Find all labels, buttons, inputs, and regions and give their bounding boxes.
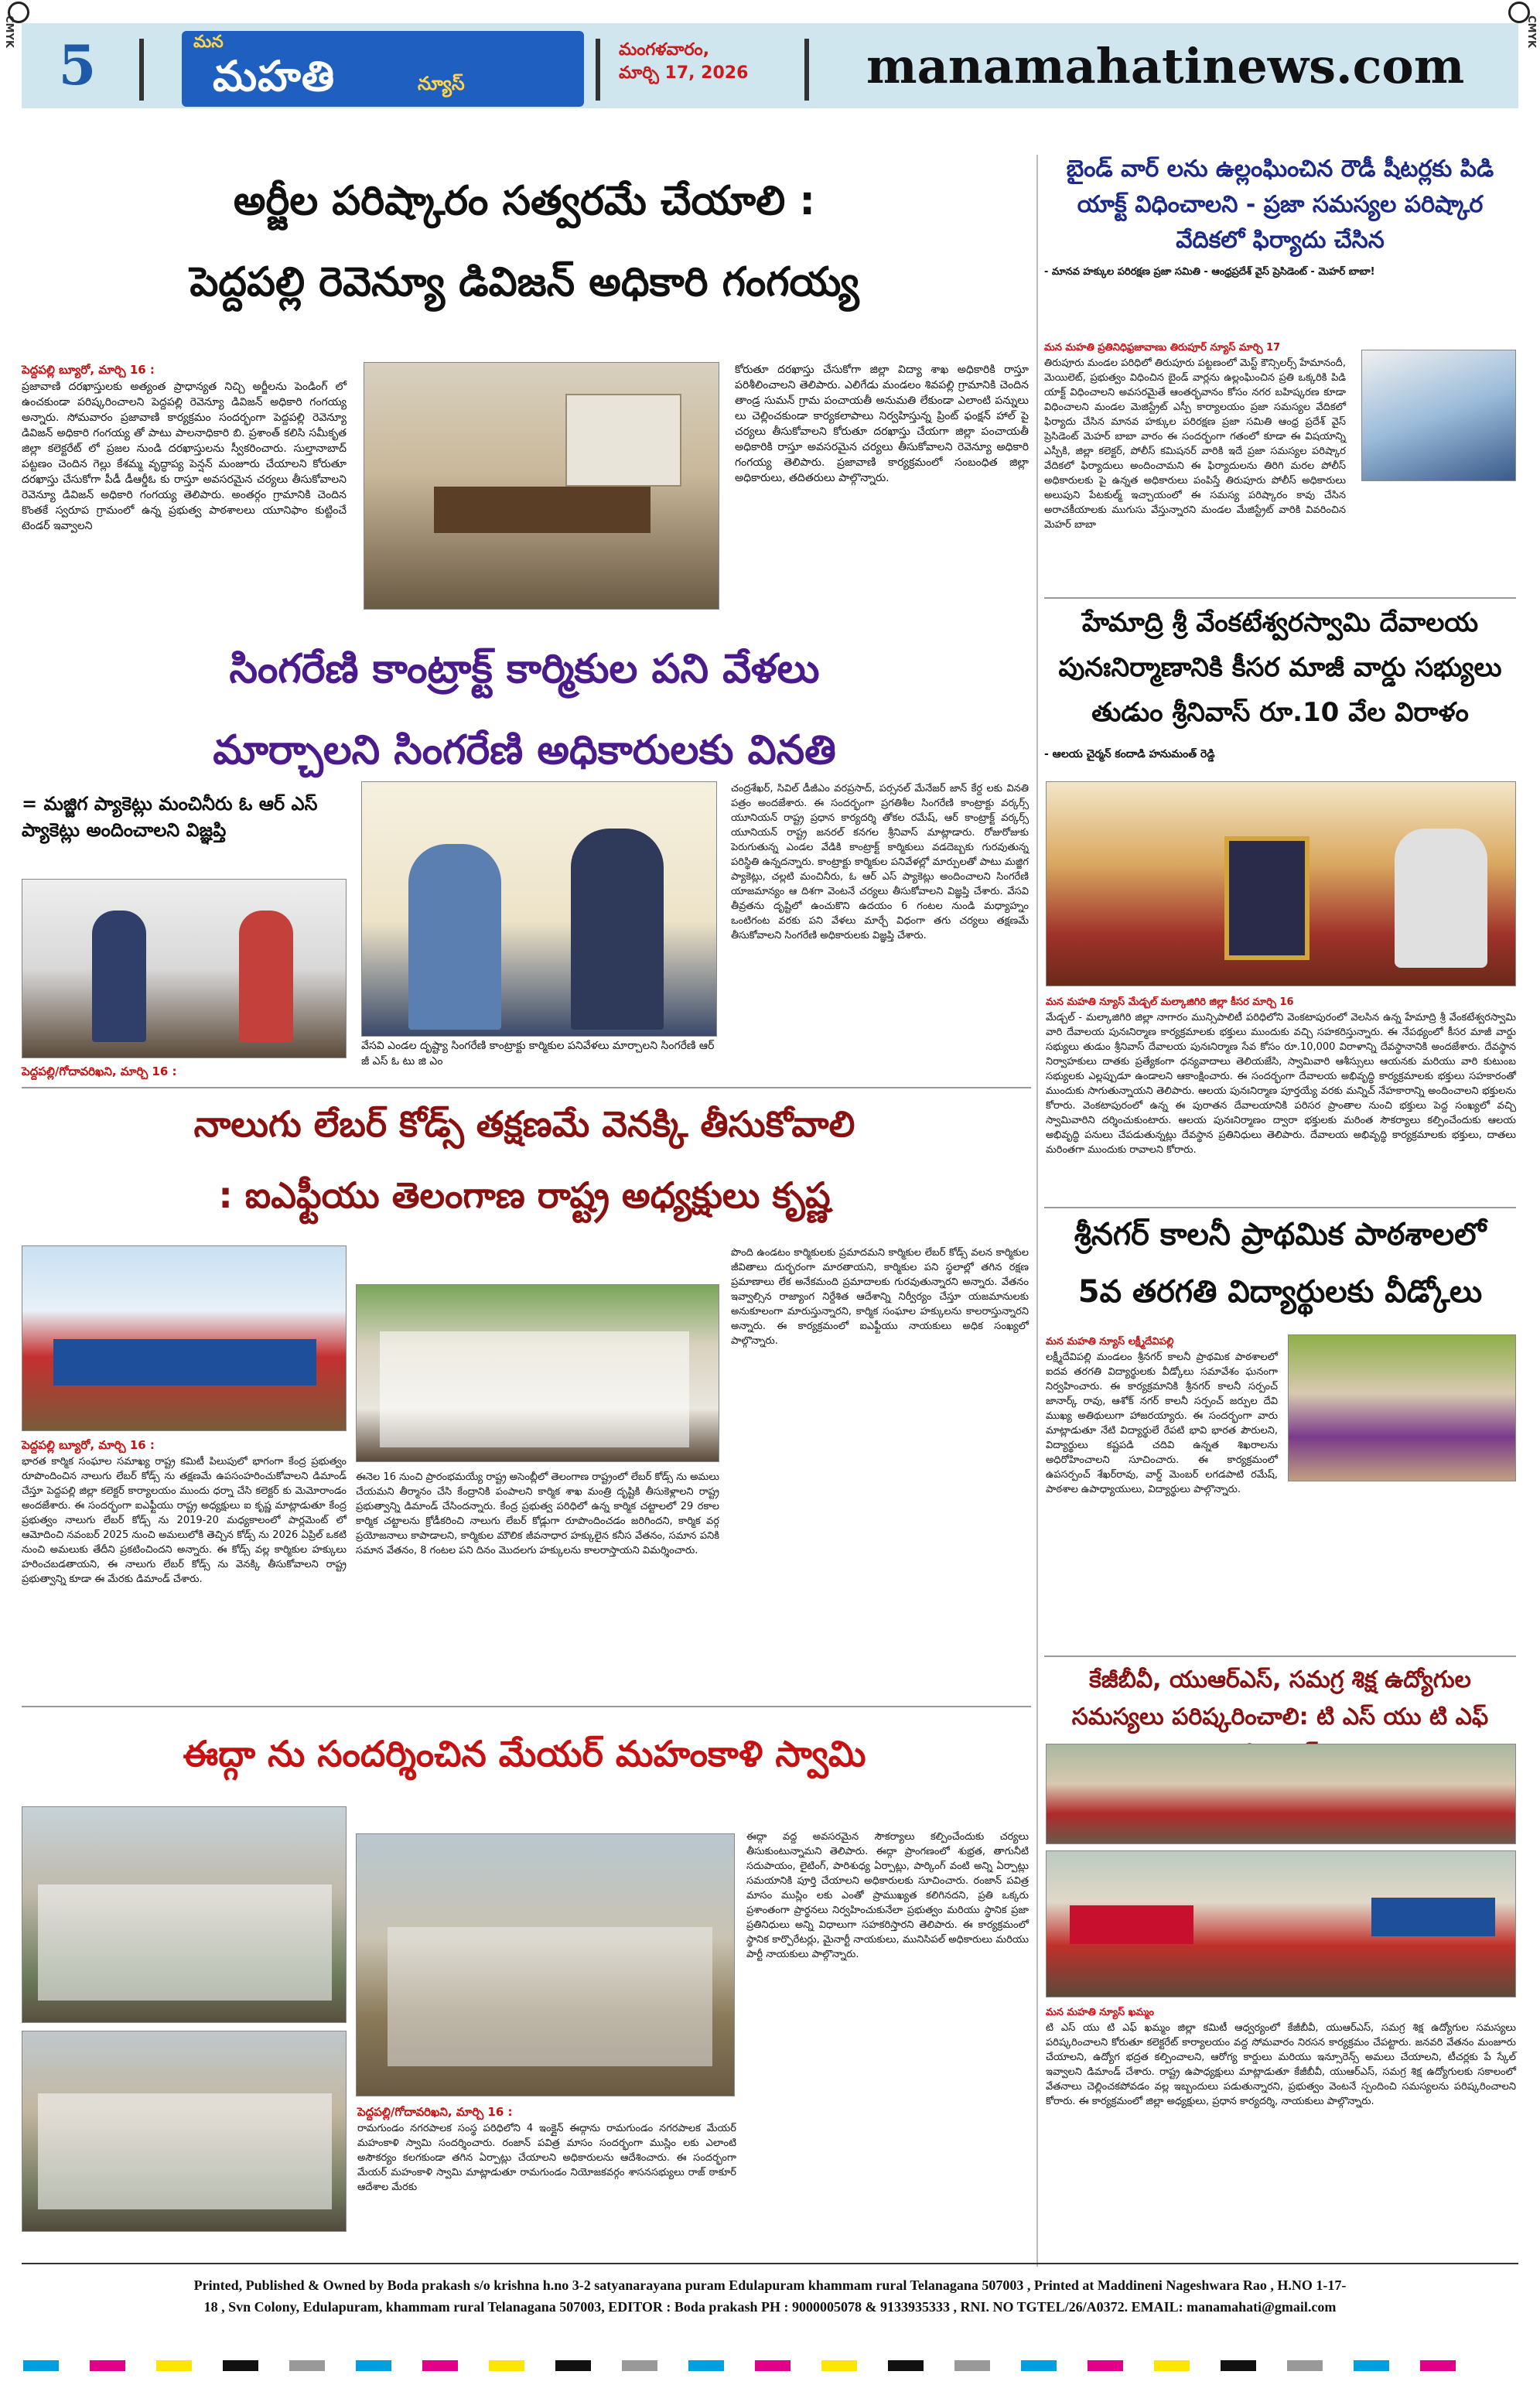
- imprint-line2: 18 , Svn Colony, Edulapuram, khammam rural Telanagana 507003, EDITOR : Boda prakash PH : 9000005078 & 9133935333 , RNI. NO TGTEL/26/A0372. EMAIL: manamahati@gmail.com: [203, 2299, 1337, 2315]
- side2-headline-line2: పునఃనిర్మాణానికి కీసర మాజీ వార్డు సభ్యులు: [1058, 652, 1502, 683]
- side3-body-top: లక్ష్మీదేవిపల్లి మండలం శ్రీనగర్ కాలనీ ప్రాథమిక పాఠశాలలో ఐదవ తరగతి విద్యార్థులకు వీడ్కోలు సమావేశం ఘనంగా నిర్వహించారు. ఈ కార్యక్రమానికి శ్రీనగర్ కాలనీ సర్పంచ్ జానార్క్ రావు, ఆశోక్ నగర్ కాలనీ సర్పంచ్ జర్పుల దేవి ముఖ్య అతిథులుగా హాజరయ్యారు. ఈ సందర్భంగా వారు మాట్లాడుతూ నేటి విద్యార్థులే రేపటి భావి భారత పౌరులని, విద్యార్థులు కష్టపడి చదివి ఉన్నత శిఖరాలను అధిరోహించాలని సూచించారు. ఈ కార్యక్రమంలో ఉపసర్పంచ్ శేఖర్‌రావు, వార్డ్ మెంబర్ లగడపాటి రమేష్, పాఠశాల ఉపాధ్యాయులు, విద్యార్థులు పాల్గొన్నారు.: [1046, 1351, 1278, 1495]
- story4-headline: ఈద్గా ను సందర్శించిన మేయర్ మహంకాళి స్వామి: [183, 1733, 866, 1775]
- masthead-news: న్యూస్: [418, 73, 465, 94]
- section-divider: [1044, 1207, 1516, 1208]
- side3-body-bottom: [1046, 1489, 1516, 1582]
- photo-detail: [1224, 836, 1310, 960]
- side4-dateline: మన మహతి న్యూస్ ఖమ్మం: [1046, 2007, 1154, 2018]
- photo-detail: [38, 1884, 332, 2001]
- masthead-top: మన: [193, 32, 224, 52]
- side3-headline-line1: శ్రీనగర్ కాలనీ ప్రాథమిక పాఠశాలలో: [1074, 1217, 1487, 1252]
- story1-body-col2: కోరుతూ దరఖాస్తు చేసుకోగా జిల్లా విద్యా శాఖ అధికారికి రాస్తూ పరిశీలించాలని తెలిపారు. ఎలిగేడు మండలం శివపల్లి గ్రామానికి చెందిన తాండ్ర సుమన్ గ్రామ పంచాయతీ అనుమతి లేకుండా ఎలాంటి పన్నులు లు చెల్లించకుండా కార్యకలాపాలు నిర్వహిస్తున్న ప్రింట్ ఫంక్షన్ హాల్ పై చర్యలు తీసుకోవాలని కోరుతూ దరఖాస్తు చేయగా జిల్లా పంచాయతీ అధికారికి రాస్తూ అవసరమైన చర్యలు తీసుకోవాలని రెవెన్యూ అధికారి గంగయ్య తెలిపారు. ప్రజావాణి కార్యక్రమంలో సంబంధిత జిల్లా అధికారులు, తదితరులు పాల్గొన్నారు.: [735, 364, 1029, 484]
- masthead-main: మహతి: [213, 52, 336, 101]
- side2-dateline: మన మహతి న్యూస్ మేడ్చల్ మల్కాజిగిరి జిల్లా కీసర మార్చి 16: [1046, 996, 1294, 1008]
- story1-body-col1: ప్రజావాణి దరఖాస్తులకు అత్యంత ప్రాధాన్యత నిచ్చి అర్జీలను పెండింగ్ లో ఉంచకుండా పరిష్కరించాలని పెద్దపల్లి రెవెన్యూ డివిజన్ అధికారి గంగయ్య అన్నారు. సోమవారం ప్రజావాణి కార్యక్రమం సందర్భంగా పెద్దపల్లి రెవెన్యూ డివిజన్ అధికారి గంగయ్య తో పాటు పాలనాధికారి బి. ప్రశాంత్ కలిసి సమీకృత జిల్లా కలెక్టరేట్ లో ప్రజల నుండి దరఖాస్తులను స్వీకరించారు. సుల్తానాబాద్ పట్టణం చెందిన గెల్లు కేశమ్మ వృద్ధాప్య పెన్షన్ మంజూరు చేయాలని కోరుతూ దరఖాస్తు చేసుకోగా పీడీ డీఆర్డీఓ కు రాస్తూ అవసరమైన చర్యలు తీసుకోవాలని రెవెన్యూ డివిజన్ అధికారి గంగయ్య తెలిపారు. అంతర్గం గ్రామానికి చెందిన కొంతకే స్వరూప గ్రామంలో ఉన్న ప్రభుత్వ పాఠశాలలు యూనిఫాం కుట్టించే టెండర్ ఇవ్వాలని: [22, 381, 347, 532]
- story1-headline-line2: పెద్దపల్లి రెవెన్యూ డివిజన్ అధికారి గంగయ్య: [190, 259, 859, 306]
- header-divider: [139, 39, 144, 101]
- side3-headline-line2: 5వ తరగతి విద్యార్థులకు వీడ్కోలు: [1077, 1274, 1483, 1310]
- side3-dateline: మన మహతి న్యూస్ లక్ష్మీదేవిపల్లి: [1046, 1336, 1174, 1348]
- color-swatch-cyan: [1354, 2360, 1389, 2371]
- color-swatch-yellow: [821, 2360, 857, 2371]
- side1-body-bottom: [1044, 487, 1516, 588]
- side1-photo: [1361, 350, 1516, 481]
- color-swatch-yellow: [1154, 2360, 1190, 2371]
- color-swatch-magenta: [422, 2360, 458, 2371]
- side2-body: మేడ్చల్ - మల్కాజిగిరి జిల్లా నాగారం మున్సిపాలిటీ పరిధిలోని వెంకటాపురంలో వెలసిన ఉన్న హేమాద్రి శ్రీ వేంకటేశ్వరస్వామి వారి దేవాలయ పునఃనిర్మాణ కార్యక్రమాలకు భక్తులు ముందుకు వచ్చి సహకరిస్తున్నారు. ఈ నేపథ్యంలో కీసర మాజీ వార్డు సభ్యులు తుడుం శ్రీనివాస్ దేవాలయ పునఃనిర్మాణ సేవ కోసం రూ.10,000 విరాళాన్ని దేవస్థానానికి అందజేశారు. దేవస్థాన నిర్వాహకులు దాతకు ప్రత్యేకంగా ధన్యవాదాలు తెలియజేసి, స్వామివారి ఆశీస్సులు ఆయనకు మరియు వారి కుటుంబ సభ్యులకు ఎల్లప్పుడూ ఉండాలని ఆకాంక్షించారు. ఈ సందర్భంగా దేవాలయ అభివృద్ధి కార్యక్రమాలకు భక్తులు సహకారంతో ముందుకు సాగుతున్నాయని తెలిపారు. ఆలయ పునఃనిర్మాణ పూర్తయ్యే వరకు మన్నిచ్ నేహకారాన్ని అందించాలని భక్తులను కోరారు. వెంకటాపురంలో ఉన్న ఈ పురాతన దేవాలయానికి పరిసర ప్రాంతాల నుంచి భక్తులు పెద్ద సంఖ్యలో వచ్చి స్వామివారిని దర్శించుకుంటారు. ఆలయ పునఃనిర్మాణం ద్వారా భక్తులకు మరింత సౌకర్యాలు కల్పించేందుకు ఆలయ అభివృద్ధి పనులు చేపడుతున్నట్లు దేవస్థాన ప్రతినిధులు తెలిపారు. దేవాలయ అభివృద్ధి కార్యక్రమాలకు భక్తులు, దాతలు మరింతగా ముందుకు రావాలని కోరారు.: [1046, 1012, 1516, 1156]
- section-divider: [22, 1706, 1031, 1707]
- color-swatch-cyan: [1021, 2360, 1057, 2371]
- story3-headline-line1: నాలుగు లేబర్ కోడ్స్ తక్షణమే వెనక్కి తీసుకోవాలి: [193, 1103, 855, 1145]
- story2-dateline: పెద్దపల్లి/గోదావరిఖని, మార్చి 16 :: [22, 1064, 177, 1078]
- side4-photo-protest-2: [1046, 1850, 1516, 1997]
- photo-detail: [571, 829, 664, 1030]
- story3-body-col2: ఈనెల 16 నుంచి ప్రారంభమయ్యే రాష్ట్ర అసెంబ్లీలో తెలంగాణ రాష్ట్రంలో లేబర్ కోడ్స్ ను అమలు చేయమని తీర్మానం చేసి కేంద్రానికి పంపాలని కార్మిక శాఖ మంత్రి దృష్టికి తీసుకెళ్లాలని రాష్ట్ర ప్రభుత్వాన్ని డిమాండ్ చేసిందన్నారు. కేంద్ర ప్రభుత్వ పరిధిలో ఉన్న కార్మిక చట్టాలలో 29 రకాల కార్మిక చట్టాలను క్రోడీకరించి నాలుగు లేబర్ కోడ్లుగా రూపొందించడం జరిగిందని, కార్మిక వర్గ ప్రయోజనాలు కాపాడాలని, కార్మికుల మౌలిక జీవనాధార హక్కులైన కనీస వేతనం, సమాన పనికి సమాన వేతనం, 8 గంటల పని దినం మొదలగు హక్కులను కాలరాస్తాయని విమర్శించారు.: [356, 1471, 719, 1556]
- photo-detail: [565, 394, 681, 487]
- photo-detail: [239, 911, 293, 1042]
- photo-detail: [38, 2093, 332, 2209]
- story1-dateline: పెద్దపల్లి బ్యూరో, మార్చి 16 :: [22, 363, 155, 377]
- side4-photo-protest-1: [1046, 1744, 1516, 1844]
- story3-body-col3: పొంది ఉండటం కార్మికులకు ప్రమాదమని కార్మికుల లేబర్ కోడ్స్ వలన కార్మికుల జీవితాలు దుర్భరంగా మారతాయని, కార్మికుల పని స్థలాల్లో తగిన రక్షణ ప్రమాణాలు లేక అనేకమంది ప్రమాదాలకు గురవుతున్నారని అన్నారు. వేతనం ఇవ్వాల్సిన రాజ్యాంగ నిర్దేశిత ఆదేశాన్ని నిర్వీర్యం చేస్తూ యజమానులకు అనుకూలంగా మారుస్తున్నారని, కార్మిక సంఘాల హక్కులను కాలరాస్తున్నారని అన్నారు. ఈ కార్యక్రమంలో ఐఎఫ్టీయు నాయకులు అధిక సంఖ్యలో పాల్గొన్నారు.: [731, 1247, 1029, 1347]
- color-swatch-magenta: [90, 2360, 125, 2371]
- story3-body-col3-cont: [731, 1474, 1029, 1694]
- header-divider: [804, 39, 809, 101]
- side2-headline-line1: హేమాద్రి శ్రీ వేంకటేశ్వరస్వామి దేవాలయ: [1081, 607, 1479, 638]
- photo-detail: [1371, 1898, 1495, 1936]
- story4-body-col2: ఈద్గా వద్ద అవసరమైన సౌకర్యాలు కల్పించేందుకు చర్యలు తీసుకుంటున్నామని తెలిపారు. ఈద్గా ప్రాంగణంలో శుభ్రత, తాగునీటి సదుపాయం, లైటింగ్, పారిశుధ్య ఏర్పాట్లు, పార్కింగ్ వంటి అన్ని ఏర్పాట్లు సమయానికి పూర్తి చేయాలని అధికారులకు సూచించారు. రంజాన్ పవిత్ర మాసం ముస్లిం లకు ఎంతో ప్రాముఖ్యత కలిగినదని, ప్రతి ఒక్కరు ప్రశాంతంగా ప్రార్థనలు నిర్వహించుకునేలా ప్రభుత్వం మరియు స్థానిక ప్రజా ప్రతినిధులు అన్ని విధాలుగా సహకరిస్తారని తెలిపారు. ఈ కార్యక్రమంలో స్థానిక కార్పొరేటర్లు, మైనార్టీ నాయకులు, మునిసిపల్ అధికారులు మరియు పార్టీ నాయకులు పాల్గొన్నారు.: [746, 1831, 1029, 1960]
- photo-detail: [388, 1927, 712, 2066]
- side1-dateline: మన మహతి ప్రతినిధిఫ్రజావాణు తిరుపూర్ న్యూస్ మార్చి 17: [1044, 342, 1281, 354]
- story4-photo-1: [22, 1806, 347, 2023]
- color-swatch-yellow: [156, 2360, 192, 2371]
- color-swatch-magenta: [755, 2360, 790, 2371]
- color-swatch-magenta: [1420, 2360, 1456, 2371]
- photo-detail: [434, 487, 650, 533]
- story2-headline-line1: సింగరేణి కాంట్రాక్ట్ కార్మికుల పని వేళలు: [229, 646, 820, 692]
- story2-headline-line2: మార్చాలని సింగరేణి అధికారులకు వినతి: [213, 727, 836, 774]
- color-swatch-gray: [954, 2360, 990, 2371]
- side2-photo-temple-donation: [1046, 781, 1516, 986]
- cmyk-mark-left: CMYK: [3, 15, 15, 48]
- side4-body: టి ఎస్ యు టి ఎఫ్ ఖమ్మం జిల్లా కమిటీ ఆధ్వర్యంలో కేజీబీవీ, యుఆర్ఎస్, సమగ్ర శిక్ష ఉద్యోగుల సమస్యలు పరిష్కరించాలని కోరుతూ కలెక్టరేట్ కార్యాలయం వద్ద సోమవారం నిరసన కార్యక్రమం చేపట్టారు. జనవరి వేతనం మంజూరు చేయాలని, ఉద్యోగ భద్రత కల్పించాలని, ఆరోగ్య కార్డులు మరియు ఇన్సూరెన్స్ అమలు చేయాలని, టీచర్లకు పే స్కేల్ ఇవ్వాలని డిమాండ్ చేశారు. రాష్ట్ర ఉపాధ్యక్షులు మాట్లాడుతూ కేజీబీవీ, యుఆర్ఎస్, సమగ్ర శిక్ష ఉద్యోగులకు సకాలంలో వేతనాలు చెల్లించకపోవడం వల్ల ఇబ్బందులు పడుతున్నారని, ప్రభుత్వం వెంటనే స్పందించి సమస్యలను పరిష్కరించాలని కోరారు. ఈ కార్యక్రమంలో జిల్లా అధ్యక్షులు, ప్రధాన కార్యదర్శి, నాయకులు పాల్గొన్నారు.: [1046, 2022, 1516, 2107]
- story4-body-col1: రామగుండం నగరపాలక సంస్థ పరిధిలోని 4 ఇంక్లైన్ ఈద్గాను రామగుండం నగరపాలక మేయర్ మహంకాళి స్వామి సందర్శించారు. రంజాన్ పవిత్ర మాసం సందర్భంగా ముస్లిం లకు ఎలాంటి అసౌకర్యం కలగకుండా తగిన ఏర్పాట్లు చేయాలని అధికారులను ఆదేశించారు. ఈ సందర్భంగా మేయర్ మహంకాళి స్వామి మాట్లాడుతూ రామగుండం నియోజకవర్గం శాసనసభ్యులు రాజ్ ఠాకూర్ ఆదేశాల మేరకు: [357, 2123, 736, 2193]
- side3-photo-farewell: [1288, 1334, 1516, 1481]
- print-color-bar: [0, 2359, 1540, 2378]
- photo-detail: [53, 1339, 316, 1386]
- color-swatch-black: [555, 2360, 591, 2371]
- color-swatch-cyan: [23, 2360, 59, 2371]
- photo-detail: [380, 1331, 689, 1447]
- color-swatch-cyan: [688, 2360, 724, 2371]
- side2-headline-line3: తుడుం శ్రీనివాస్ రూ.10 వేల విరాళం: [1091, 697, 1469, 728]
- color-swatch-cyan: [356, 2360, 391, 2371]
- story3-photo-dharna: [22, 1245, 347, 1431]
- photo-detail: [1395, 829, 1487, 968]
- color-swatch-black: [1221, 2360, 1256, 2371]
- issue-date-block: [619, 39, 773, 101]
- story4-dateline: పెద్దపల్లి/గోదావరిఖని, మార్చి 16 :: [357, 2105, 513, 2119]
- side1-subline: - మానవ హక్కుల పరిరక్షణ ప్రజా సమితి - ఆంధ్రప్రదేశ్ వైస్ ప్రెసిడెంట్ - మెహర్ బాబా!: [1044, 266, 1375, 278]
- story2-body: చంద్రశేఖర్, సివిల్ డీజీఎం వరప్రసాద్, పర్సనల్ మేనేజర్ జాన్ కేర్ద లకు వినతి పత్రం అందజేశారు. ఈ సందర్భంగా ప్రగతిశీల సింగరేణి కాంట్రాక్టు వర్కర్స్ యూనియన్ రాష్ట్ర ప్రధాన కార్యదర్శి తోకల రమేష్, ఆర్ కాంట్రాక్ట్ వర్కర్స్ యూనియన్ రాష్ట్ర జనరల్ కనగల శ్రీనివాస్ మాట్లాడారు. రోజురోజుకు పెరుగుతున్న ఎండల వేడికి కాంట్రాక్ట్ కార్మికులు వడదెబ్బకు గురవుతున్న పరిస్థితి ఉన్నదన్నారు. కాంట్రాక్టు కార్మికుల పనివేళల్లో మార్పులతో పాటు మజ్జిగ ప్యాకెట్లు, చల్లటి మంచినీరు, ఓ ఆర్ ఎస్ ప్యాకెట్లు అందించాలని సింగరేణి యాజమాన్యం ఆ దిశగా వెంటనే చర్యలు తీసుకోవాలని విజ్ఞప్తి చేశారు. వేసవి తీవ్రతను దృష్టిలో ఉంచుకొని ఉదయం 6 గంటల నుండి మధ్యాహ్నం ఒంటిగంట వరకు పని వేళలు మార్చే విధంగా తగు చర్యలు తక్షణమే తీసుకోవాలని సింగరేణి అధికారులకు విజ్ఞప్తి చేశారు.: [731, 783, 1029, 941]
- color-swatch-black: [888, 2360, 924, 2371]
- registration-mark-icon: [8, 2, 29, 23]
- story3-dateline: పెద్దపల్లి బ్యూరో, మార్చి 16 :: [22, 1438, 155, 1452]
- cmyk-mark-right: CMYK: [1525, 15, 1537, 48]
- section-divider: [1044, 1655, 1516, 1657]
- story4-photo-3: [356, 1833, 735, 2096]
- side2-subline: - ఆలయ చైర్మన్ కందాడి హనుమంత్ రెడ్డి: [1044, 748, 1215, 760]
- story2-photo-2: [361, 781, 717, 1037]
- imprint-footer: [22, 2274, 1518, 2344]
- color-swatch-gray: [1287, 2360, 1323, 2371]
- side1-headline: బైండ్ వార్ లను ఉల్లంఘించిన రౌడీ షీటర్లకు పిడి యాక్ట్ విధించాలని - ప్రజా సమస్యల పరిష్కార వేదికలో ఫిర్యాదు చేసిన: [1066, 155, 1494, 254]
- color-swatch-black: [223, 2360, 258, 2371]
- story3-photo-memorandum: [356, 1284, 719, 1462]
- website-url[interactable]: manamahatinews.com: [866, 38, 1465, 94]
- column-divider: [1036, 155, 1038, 2267]
- page-header: [0, 0, 1540, 116]
- side4-headline: కేజీబీవీ, యుఆర్ఎస్, సమగ్ర శిక్ష ఉద్యోగుల సమస్యలు పరిష్కరించాలి: టి ఎస్ యు టి ఎఫ్: [1071, 1666, 1489, 1731]
- story4-photo-2: [22, 2031, 347, 2232]
- registration-mark-icon: [1508, 2, 1530, 23]
- issue-day: మంగళవారం,: [619, 40, 710, 60]
- header-divider: [596, 39, 600, 101]
- issue-date: మార్చి 17, 2026: [619, 63, 749, 83]
- photo-detail: [408, 844, 501, 1030]
- story2-photo-caption: వేసవి ఎండల దృష్ట్యా సింగరేణి కాంట్రాక్టు కార్మికుల పనివేళలు మార్చాలని సింగరేణి ఆర్ జీ ఎస్ ఓ టు జి ఎం: [361, 1040, 715, 1068]
- side1-body-top: తిరుపూరు మండల పరిధిలో తిరుపూరు పట్టణంలో మెస్ట్ కౌన్సిలర్స్ హేమానందీ, మెయిలెట్, ప్రభుత్వం విధించిన బైండ్ వార్లను ఉల్లంఘించిన ప్రతి ఒక్కరికి పిడి యాక్ట్ విధించాలని అవసరమైతే ఆంతర్భవానం కోసం నగర బహిష్కరణ కూడా విధించాలని మండల మెజిస్ట్రేట్ ఎస్పీ కార్యాలయం ప్రజా సమస్యల వేదికలో ఫిర్యాదు చేసిన మానవ హక్కుల పరిరక్షణ ప్రజా సమితి ఆంధ్ర ప్రదేశ్ వైస్ ప్రెసిడెంట్ మెహర్ బాబా వారం ఈ సందర్భంగా గతంలో కూడా ఈ విషయాన్ని ఎస్పీకి, జిల్లా కలెక్టర్, పోలీస్ కమిషనర్ వారికి ఇదే ప్రజా సమస్యల పరిష్కార వేదికలో ఫిర్యాదులు అందించామని ఈ ఫిర్యాదులను తిరిగి మరల పోలీస్ అధికారులకు పై ఉన్నత అధికారులు పంపిస్తే తిరుపూరు పోలీస్ అధికారులు అలుపుని పేటకుల్మ్ ఇచ్చాయంలో ఈ సమస్య పరిష్కారం కావు చేసిన అరాచకీయాలకు ముగుసు వేస్తున్నారని మండల మేజిస్ట్రేట్ వారికి వివరించిన మెహర్ బాబా: [1044, 357, 1346, 531]
- color-swatch-yellow: [489, 2360, 524, 2371]
- story2-subhead: = మజ్జిగ ప్యాకెట్లు మంచినీరు ఓ ఆర్ ఎస్ ప్యాకెట్లు అందించాలని విజ్ఞప్తి: [22, 793, 318, 841]
- color-swatch-gray: [622, 2360, 657, 2371]
- section-divider: [22, 1087, 1031, 1088]
- story3-body-col1: భారత కార్మిక సంఘాల సమాఖ్య రాష్ట్ర కమిటీ పిలుపులో భాగంగా కేంద్ర ప్రభుత్వం రూపొందించిన నాలుగు లేబర్ కోడ్స్ ను తక్షణమే ఉపసంహరించుకోవాలని డిమాండ్ చేస్తూ పెద్దపల్లి జిల్లా కలెక్టర్ కార్యాలయం ముందు ధర్నా చేసి కలెక్టర్ కు మెమోరాండం అందజేశారు. ఈ సందర్భంగా ఐఎఫ్టీయు రాష్ట్ర అధ్యక్షులు ఐ కృష్ణ మాట్లాడుతూ కేంద్ర ప్రభుత్వం నాలుగు లేబర్ కోడ్స్ ను 2019-20 మధ్యకాలంలో పార్లమెంట్ లో ఆమోదించి నవంబర్ 2025 నుంచి అమలులోకి తెచ్చిన కోడ్స్ ను 2026 ఏప్రిల్ ఒకటి నుంచి అమలుకు తేదీని ప్రకటించిందని అన్నారు. ఈ కోడ్స్ వల్ల కార్మికుల హక్కులు హరించబడతాయని, ఈ నాలుగు లేబర్ కోడ్స్ ను వెనక్కి తీసుకోవాలని రాష్ట్ర ప్రభుత్వాన్ని కూడా ఈ మేరకు డిమాండ్ చేశారు.: [22, 1456, 347, 1585]
- photo-detail: [1070, 1905, 1193, 1944]
- color-swatch-gray: [289, 2360, 325, 2371]
- photo-detail: [92, 911, 146, 1042]
- story3-headline-line2: : ఐఎఫ్టీయు తెలంగాణ రాష్ట్ర అధ్యక్షులు కృష్ణ: [218, 1174, 831, 1216]
- page-number: 5: [58, 33, 97, 97]
- imprint-line1: Printed, Published & Owned by Boda prakash s/o krishna h.no 3-2 satyanarayana puram Edulapuram khammam rural Telanagana 507003 , Printed at Maddineni Nageshwara Rao , H.NO 1-17-: [193, 2277, 1347, 2293]
- color-swatch-magenta: [1088, 2360, 1123, 2371]
- story1-headline-line1: అర్జీల పరిష్కారం సత్వరమే చేయాలి :: [233, 178, 816, 224]
- footer-rule: [22, 2263, 1518, 2264]
- story2-photo-1: [22, 879, 347, 1058]
- story1-photo-office-meeting: [364, 362, 719, 610]
- section-divider: [1044, 597, 1516, 599]
